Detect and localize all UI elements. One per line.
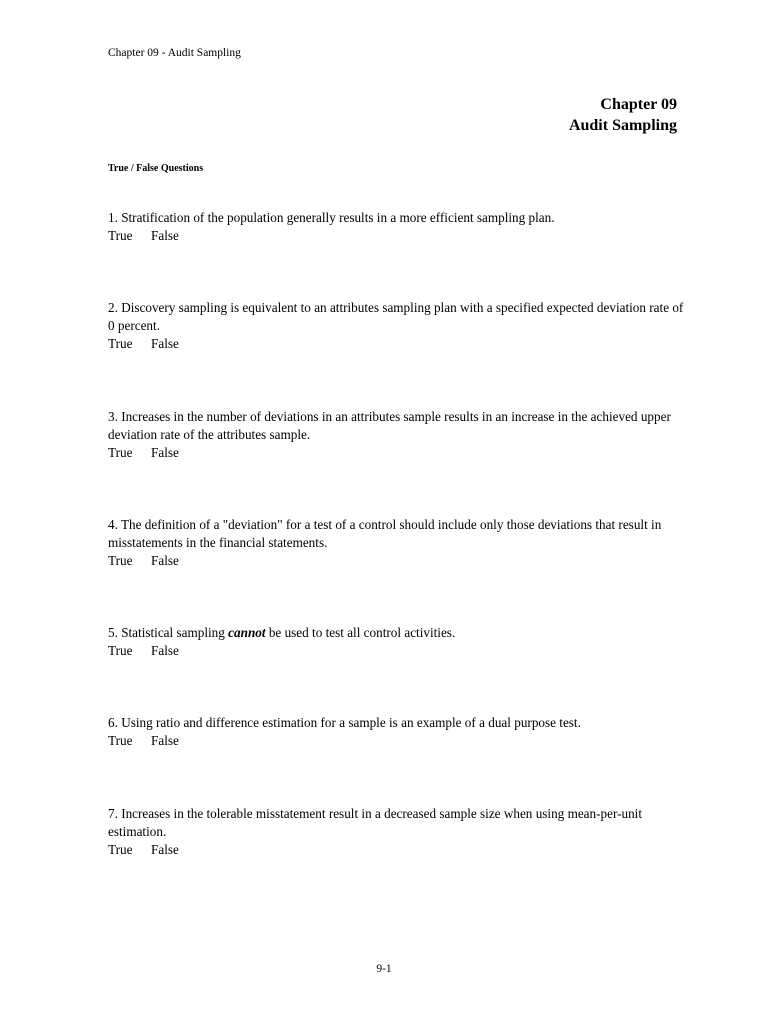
option-false: False bbox=[151, 445, 179, 460]
section-heading: True / False Questions bbox=[108, 163, 204, 174]
question-1 bbox=[108, 209, 688, 245]
question-2 bbox=[108, 299, 688, 353]
answer-options bbox=[108, 444, 688, 462]
answer-options bbox=[108, 732, 688, 750]
answer-options bbox=[108, 552, 688, 570]
option-false: False bbox=[151, 228, 179, 243]
chapter-title bbox=[569, 94, 677, 136]
question-4 bbox=[108, 516, 688, 570]
question-6 bbox=[108, 714, 688, 750]
running-header: Chapter 09 - Audit Sampling bbox=[108, 47, 241, 59]
question-text: 7. Increases in the tolerable misstatement result in a decreased sample size when using mean-per-unit estimation. bbox=[108, 806, 643, 839]
chapter-number: Chapter 09 bbox=[600, 96, 677, 113]
page-number: 9-1 bbox=[376, 963, 392, 975]
option-true: True bbox=[108, 842, 133, 857]
option-false: False bbox=[151, 842, 179, 857]
answer-options bbox=[108, 227, 688, 245]
question-emphasis: cannot bbox=[228, 625, 266, 640]
option-true: True bbox=[108, 733, 133, 748]
option-false: False bbox=[151, 553, 179, 568]
option-true: True bbox=[108, 336, 133, 351]
question-text: 6. Using ratio and difference estimation for a sample is an example of a dual purpose test. bbox=[108, 715, 581, 730]
question-text-before: 5. Statistical sampling bbox=[108, 625, 229, 640]
question-text: 4. The definition of a "deviation" for a test of a control should include only those deviations that result in misstatements in the financial statements. bbox=[108, 517, 662, 550]
chapter-name: Audit Sampling bbox=[568, 117, 677, 134]
option-false: False bbox=[151, 643, 179, 658]
option-true: True bbox=[108, 445, 133, 460]
question-text: 1. Stratification of the population generally results in a more efficient sampling plan. bbox=[108, 210, 555, 225]
question-5 bbox=[108, 624, 688, 660]
question-7 bbox=[108, 805, 688, 859]
question-text bbox=[108, 624, 688, 642]
option-false: False bbox=[151, 336, 179, 351]
answer-options bbox=[108, 335, 688, 353]
option-true: True bbox=[108, 553, 133, 568]
option-false: False bbox=[151, 733, 179, 748]
answer-options bbox=[108, 642, 688, 660]
question-text: 2. Discovery sampling is equivalent to an attributes sampling plan with a specified expected deviation rate of 0 percent. bbox=[108, 300, 684, 333]
question-text: 3. Increases in the number of deviations in an attributes sample results in an increase in the achieved upper deviation rate of the attributes sample. bbox=[108, 409, 671, 442]
question-text-after: be used to test all control activities. bbox=[265, 625, 456, 640]
question-3 bbox=[108, 408, 688, 462]
answer-options bbox=[108, 841, 688, 859]
option-true: True bbox=[108, 643, 133, 658]
option-true: True bbox=[108, 228, 133, 243]
